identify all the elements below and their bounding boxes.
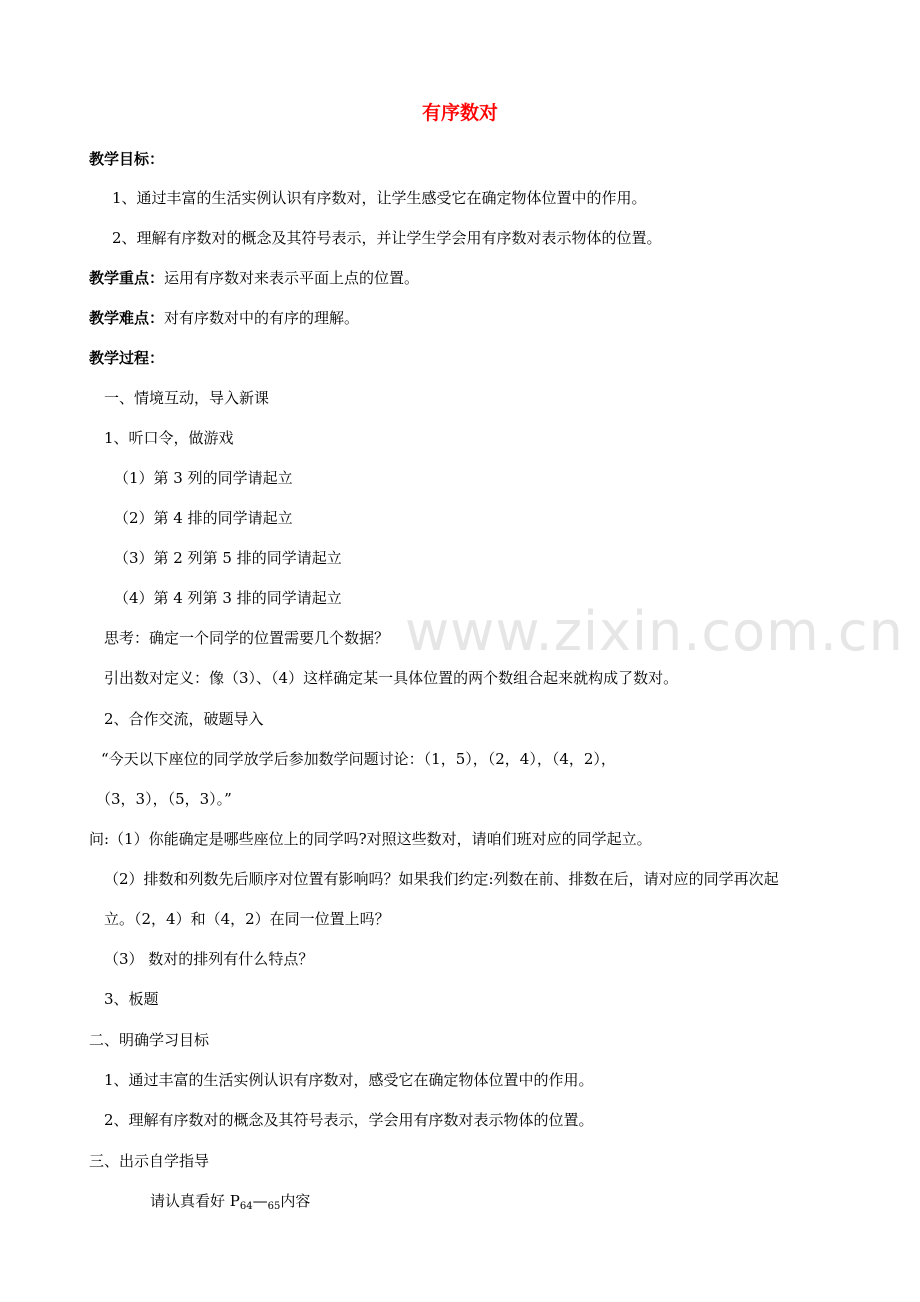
question-2-line-2: 立。（2，4）和（4，2）在同一位置上吗？	[104, 910, 390, 928]
guide-page-start: 64	[239, 1201, 253, 1212]
difficulty-text: 对有序数对中的有序的理解。	[164, 309, 360, 327]
section-1-item-2: 2、合作交流，破题导入	[104, 710, 264, 728]
guide-suffix: 内容	[280, 1192, 311, 1210]
section-1-item-3: 3、板题	[104, 990, 159, 1008]
guide-dash: —	[252, 1192, 268, 1210]
guide-page-end: 65	[267, 1201, 281, 1212]
self-study-guide	[150, 1191, 310, 1217]
key-point-text: 运用有序数对来表示平面上点的位置。	[164, 269, 420, 287]
section-2-heading: 二、明确学习目标	[89, 1031, 210, 1049]
command-1: （1）第 3 列的同学请起立	[114, 469, 293, 487]
think-question: 思考：确定一个同学的位置需要几个数据？	[104, 629, 390, 647]
guide-prefix: 请认真看好 P	[150, 1192, 240, 1210]
section-2-item-1: 1、通过丰富的生活实例认识有序数对，感受它在确定物体位置中的作用。	[104, 1071, 594, 1089]
goal-2: 2、理解有序数对的概念及其符号表示，并让学生学会用有序数对表示物体的位置。	[112, 229, 662, 247]
section-1-heading: 一、情境互动，导入新课	[104, 389, 270, 407]
watermark: www.zixin.com.cn	[405, 600, 904, 663]
difficulty	[89, 308, 359, 328]
quote-line-2: （3，3），（5，3）。”	[96, 790, 232, 808]
goal-1: 1、通过丰富的生活实例认识有序数对，让学生感受它在确定物体位置中的作用。	[112, 189, 647, 207]
command-3: （3）第 2 列第 5 排的同学请起立	[114, 549, 342, 567]
question-1: 问:（1）你能确定是哪些座位上的同学吗?对照这些数对，请咱们班对应的同学起立。	[89, 830, 652, 848]
goals-heading: 教学目标：	[89, 150, 165, 168]
command-2: （2）第 4 排的同学请起立	[114, 509, 293, 527]
section-2-item-2: 2、理解有序数对的概念及其符号表示，学会用有序数对表示物体的位置。	[104, 1111, 594, 1129]
difficulty-label: 教学难点：	[89, 309, 165, 327]
question-2-line-1: （2）排数和列数先后顺序对位置有影响吗？如果我们约定:列数在前、排数在后，请对应的同学再次起	[104, 870, 779, 888]
question-3: （3） 数对的排列有什么特点？	[104, 950, 314, 968]
section-3-heading: 三、出示自学指导	[89, 1152, 210, 1170]
process-heading: 教学过程：	[89, 349, 165, 367]
key-point-label: 教学重点：	[89, 269, 165, 287]
command-4: （4）第 4 列第 3 排的同学请起立	[114, 589, 342, 607]
key-point	[89, 268, 419, 288]
quote-line-1: “今天以下座位的同学放学后参加数学问题讨论：（1，5），（2，4），（4，2），	[101, 750, 616, 768]
document-title: 有序数对	[421, 102, 498, 124]
pair-definition: 引出数对定义：像（3）、（4）这样确定某一具体位置的两个数组合起来就构成了数对。	[104, 669, 679, 687]
section-1-item-1: 1、听口令，做游戏	[104, 429, 234, 447]
